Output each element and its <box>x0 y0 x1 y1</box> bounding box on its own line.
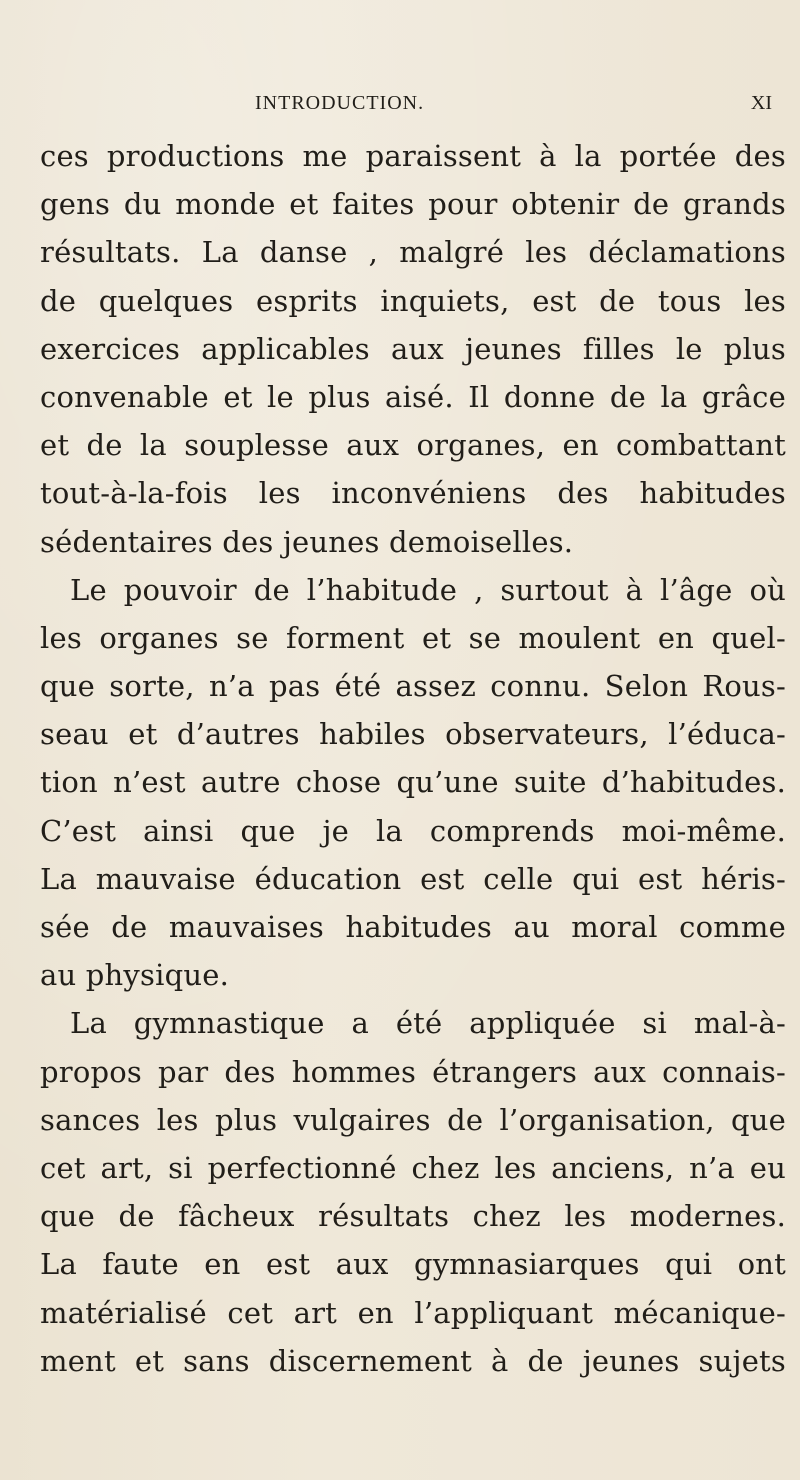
text-line: matérialisé cet art en l’appliquant mécanique- <box>40 1295 786 1330</box>
paragraph-first-line: La gymnastique a été appliquée si mal-à- <box>70 1006 786 1041</box>
text-line: propos par des hommes étrangers aux connais- <box>40 1054 786 1089</box>
text-line: que sorte, n’a pas été assez connu. Selon Rous- <box>40 669 786 704</box>
text-line: ment et sans discernement à de jeunes sujets <box>40 1343 786 1378</box>
text-line: La faute en est aux gymnasiarques qui ont <box>40 1247 786 1282</box>
text-line: cet art, si perfectionné chez les anciens, n’a eu <box>40 1150 786 1185</box>
text-line: que de fâcheux résultats chez les modernes. <box>40 1199 786 1234</box>
page-number: XI <box>750 92 772 114</box>
text-line: et de la souplesse aux organes, en combattant <box>40 428 786 463</box>
text-line: La mauvaise éducation est celle qui est héris- <box>40 861 786 896</box>
text-line: gens du monde et faites pour obtenir de grands <box>40 187 786 222</box>
text-line: seau et d’autres habiles observateurs, l’éduca- <box>40 717 786 752</box>
paragraph-first-line: Le pouvoir de l’habitude , surtout à l’âge où <box>70 572 786 607</box>
paragraph-last-line: sédentaires des jeunes demoiselles. <box>40 524 574 559</box>
body-text <box>40 132 786 1385</box>
text-line: ces productions me paraissent à la portée des <box>40 139 786 173</box>
text-line: sée de mauvaises habitudes au moral comme <box>40 910 786 944</box>
text-line: de quelques esprits inquiets, est de tous les <box>40 283 786 318</box>
paragraph-last-line: au physique. <box>40 958 229 993</box>
text-line: résultats. La danse , malgré les déclamations <box>40 235 786 270</box>
text-line: convenable et le plus aisé. Il donne de la grâce <box>40 379 786 414</box>
text-line: tion n’est autre chose qu’une suite d’habitudes. <box>40 765 786 800</box>
text-line: les organes se forment et se moulent en quel- <box>40 620 786 655</box>
text-line: exercices applicables aux jeunes filles le plus <box>40 331 786 366</box>
text-line: tout-à-la-fois les inconvéniens des habitudes <box>40 476 786 511</box>
text-line: C’est ainsi que je la comprends moi-même. <box>40 813 786 848</box>
text-line: sances les plus vulgaires de l’organisation, que <box>40 1102 786 1137</box>
running-head: INTRODUCTION. <box>255 92 425 114</box>
